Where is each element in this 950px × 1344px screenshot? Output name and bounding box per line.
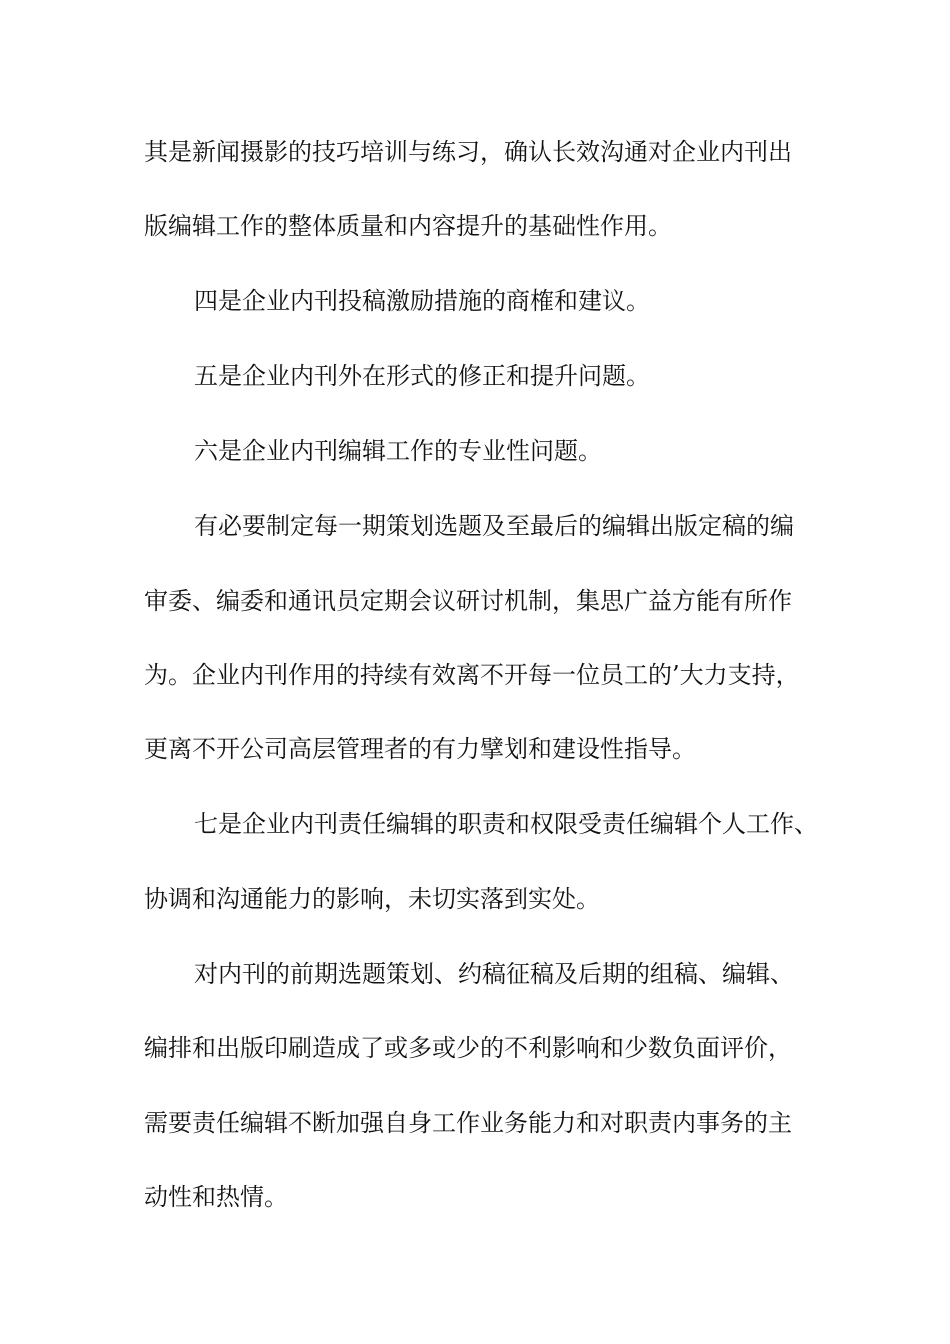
text-line: 版编辑工作的整体质量和内容提升的基础性作用。 (144, 212, 672, 240)
text-line: 协调和沟通能力的影响，未切实落到实处。 (144, 885, 600, 913)
text-line: 七是企业内刊责任编辑的职责和权限受责任编辑个人工作、 (194, 810, 818, 838)
text-line: 五是企业内刊外在形式的修正和提升问题。 (194, 362, 650, 390)
text-line: 其是新闻摄影的技巧培训与练习，确认长效沟通对企业内刊出 (144, 138, 792, 166)
text-line: 动性和热情。 (144, 1183, 288, 1211)
text-line: 对内刊的前期选题策划、约稿征稿及后期的组稿、编辑、 (194, 960, 794, 988)
text-line: 编排和出版印刷造成了或多或少的不利影响和少数负面评价， (144, 1034, 792, 1062)
text-line: 需要责任编辑不断加强自身工作业务能力和对职责内事务的主 (144, 1109, 792, 1137)
text-line: 四是企业内刊投稿激励措施的商榷和建议。 (194, 287, 650, 315)
text-line: 有必要制定每一期策划选题及至最后的编辑出版定稿的编 (194, 512, 794, 540)
text-line: 为。企业内刊作用的持续有效离不开每一位员工的’大力支持， (144, 661, 800, 689)
text-line: 六是企业内刊编辑工作的专业性问题。 (194, 437, 602, 465)
text-line: 更离不开公司高层管理者的有力擘划和建设性指导。 (144, 735, 696, 763)
text-line: 审委、编委和通讯员定期会议研讨机制，集思广益方能有所作 (144, 587, 792, 615)
